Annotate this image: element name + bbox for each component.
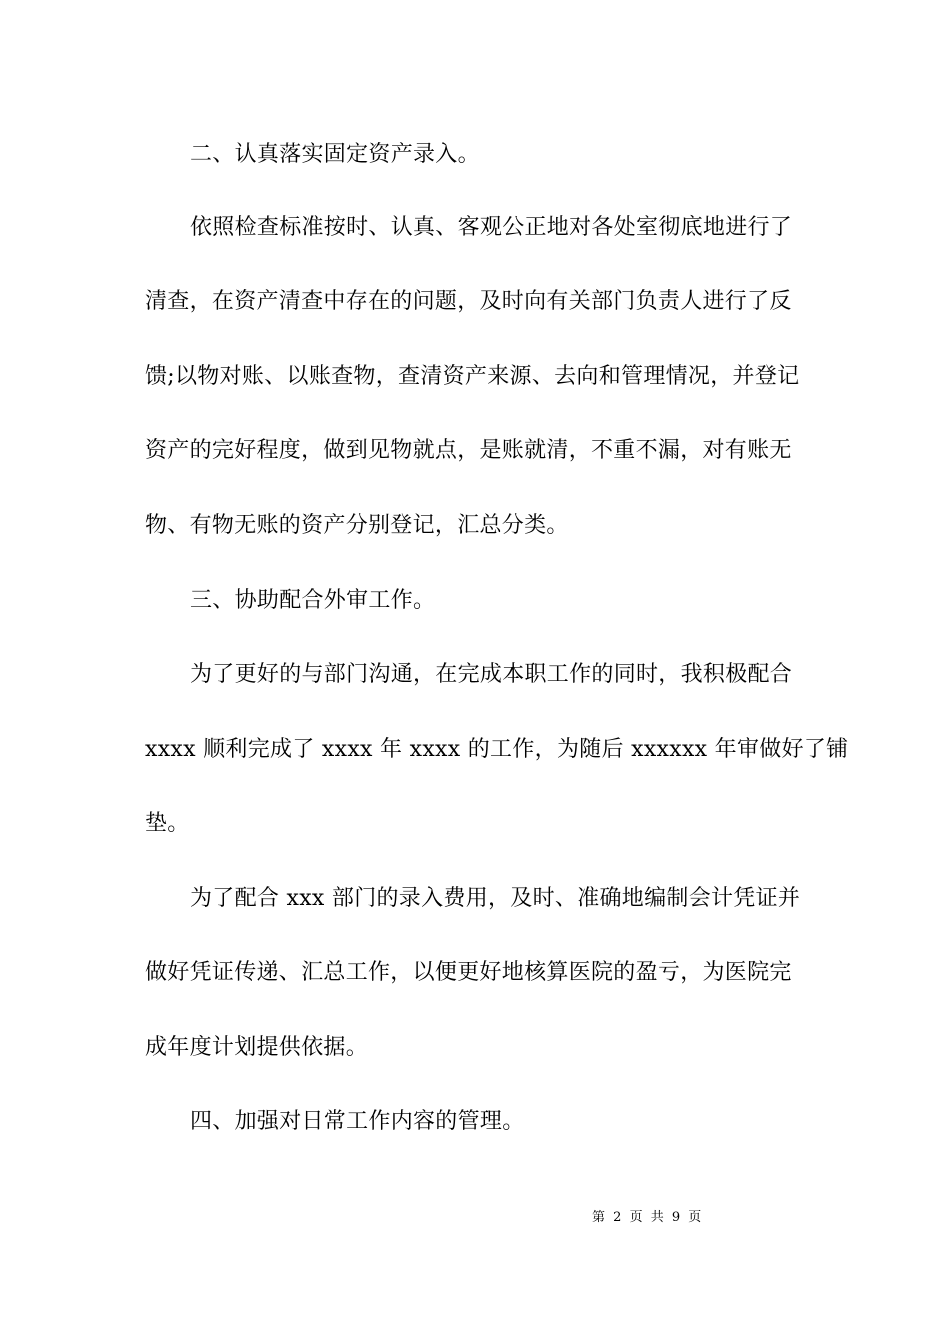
paragraph-line: 为了配合 xxx 部门的录入费用，及时、准确地编制会计凭证并 <box>190 886 801 911</box>
paragraph-line: 馈;以物对账、以账查物，查清资产来源、去向和管理情况，并登记 <box>145 364 800 389</box>
footer-prefix: 第 <box>592 1210 608 1225</box>
paragraph-line: 依照检查标准按时、认真、客观公正地对各处室彻底地进行了 <box>190 215 793 240</box>
paragraph-line: 做好凭证传递、汇总工作，以便更好地核算医院的盈亏，为医院完 <box>145 960 792 985</box>
paragraph-line: 垫。 <box>145 811 190 836</box>
paragraph-line: xxxx 顺利完成了 xxxx 年 xxxx 的工作，为随后 xxxxxx 年审做好了铺 <box>145 737 849 762</box>
paragraph-line: 资产的完好程度，做到见物就点，是账就清，不重不漏，对有账无 <box>145 438 792 463</box>
paragraph-line: 为了更好的与部门沟通，在完成本职工作的同时，我积极配合 <box>190 662 793 687</box>
paragraph-line: 清查，在资产清查中存在的问题，及时向有关部门负责人进行了反 <box>145 289 792 314</box>
footer-current-page: 2 <box>613 1210 624 1225</box>
paragraph-line: 成年度计划提供依据。 <box>145 1035 369 1060</box>
paragraph-line: 物、有物无账的资产分别登记，汇总分类。 <box>145 513 569 538</box>
section-heading-3: 三、协助配合外审工作。 <box>190 588 436 613</box>
footer-middle: 页 共 <box>629 1210 666 1225</box>
footer-total-pages: 9 <box>671 1210 683 1225</box>
page-footer <box>592 1209 703 1227</box>
section-heading-4: 四、加强对日常工作内容的管理。 <box>190 1109 525 1134</box>
section-heading-2: 二、认真落实固定资产录入。 <box>190 142 480 167</box>
footer-suffix: 页 <box>688 1210 704 1225</box>
